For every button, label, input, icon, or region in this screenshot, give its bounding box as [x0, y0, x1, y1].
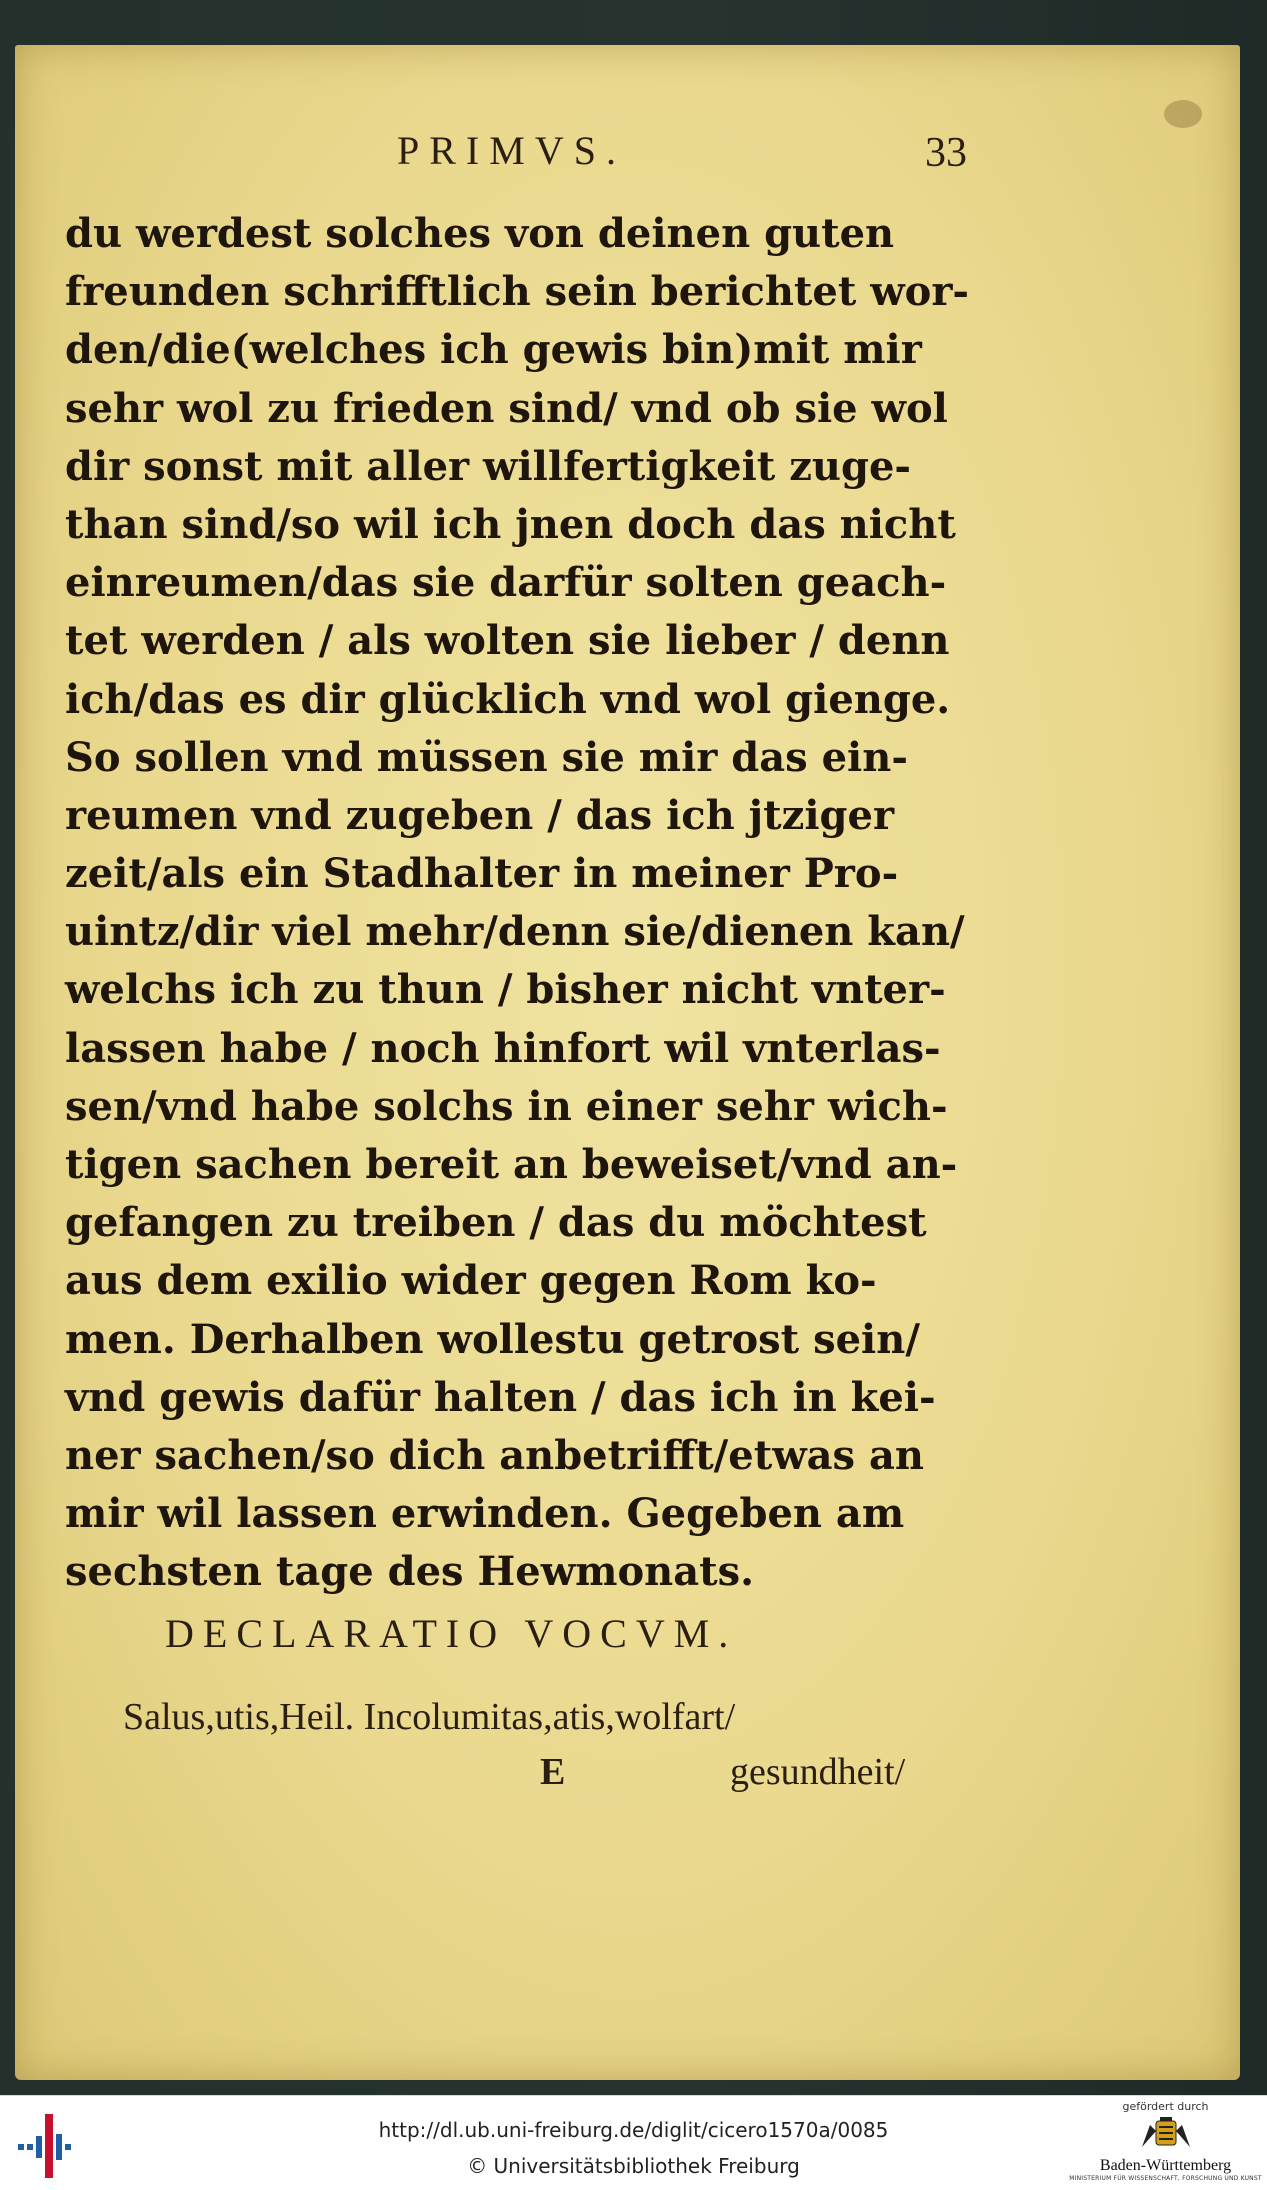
page-number: 33	[925, 130, 967, 176]
ministry-name: MINISTERIUM FÜR WISSENSCHAFT, FORSCHUNG UND KUNST	[1069, 2175, 1262, 2182]
text-line: men. Derhalben wollestu getrost sein/	[65, 1315, 920, 1363]
text-line: vnd gewis dafür halten / das ich in kei-	[65, 1373, 936, 1421]
page-header	[55, 115, 1200, 175]
text-line: So sollen vnd müssen sie mir das ein-	[65, 733, 908, 781]
text-line: den/die(welches ich gewis bin)mit mir	[65, 326, 922, 374]
gloss-line-continued	[540, 1750, 980, 1800]
text-line: gefangen zu treiben / das du möchtest	[65, 1199, 927, 1247]
copyright-notice: © Universitätsbibliothek Freiburg	[467, 2154, 800, 2178]
funder-block	[1068, 2100, 1263, 2188]
state-name: Baden-Württemberg	[1099, 2157, 1232, 2174]
text-line: welchs ich zu thun / bisher nicht vnter-	[65, 966, 946, 1014]
gloss-line: Salus,utis,Heil. Incolumitas,atis,wolfart/	[123, 1696, 736, 1738]
text-line: uintz/dir viel mehr/denn sie/dienen kan/	[65, 908, 965, 956]
text-line: ner sachen/so dich anbetrifft/etwas an	[65, 1431, 925, 1479]
running-title: PRIMVS.	[397, 128, 626, 173]
text-line: lassen habe / noch hinfort wil vnterlas-	[65, 1024, 941, 1072]
text-line: zeit/als ein Stadhalter in meiner Pro-	[65, 850, 899, 898]
viewer-footer	[0, 2095, 1267, 2190]
text-line: einreumen/das sie darfür solten geach-	[65, 559, 947, 607]
text-line: du werdest solches von deinen guten	[65, 210, 895, 257]
text-line: reumen vnd zugeben / das ich jtziger	[65, 791, 895, 839]
text-line: aus dem exilio wider gegen Rom ko-	[65, 1257, 877, 1305]
coat-of-arms-icon	[1138, 2117, 1194, 2153]
section-heading: DECLARATIO VOCVM.	[165, 1611, 738, 1656]
funded-by-label: gefördert durch	[1122, 2100, 1209, 2113]
text-line: ich/das es dir glücklich vnd wol gienge.	[65, 675, 951, 723]
book-page	[15, 45, 1240, 2080]
text-line: mir wil lassen erwinden. Gegeben am	[65, 1490, 905, 1538]
text-line: sen/vnd habe solchs in einer sehr wich-	[65, 1082, 948, 1130]
body-text	[65, 205, 970, 1602]
text-line: sechsten tage des Hewmonats.	[65, 1548, 755, 1596]
text-line: than sind/so wil ich jnen doch das nicht	[65, 500, 956, 548]
text-line: dir sonst mit aller willfertigkeit zuge-	[65, 442, 912, 490]
text-line: freunden schrifftlich sein berichtet wor-	[65, 268, 970, 316]
text-line: sehr wol zu frieden sind/ vnd ob sie wol	[65, 384, 948, 432]
catchword: E	[540, 1751, 566, 1793]
text-line: tet werden / als wolten sie lieber / denn	[65, 617, 950, 665]
text-line: tigen sachen bereit an beweiset/vnd an-	[65, 1141, 958, 1188]
permalink-url[interactable]: http://dl.ub.uni-freiburg.de/diglit/cicero1570a/0085	[378, 2118, 889, 2142]
gloss-continuation: gesundheit/	[730, 1751, 906, 1793]
